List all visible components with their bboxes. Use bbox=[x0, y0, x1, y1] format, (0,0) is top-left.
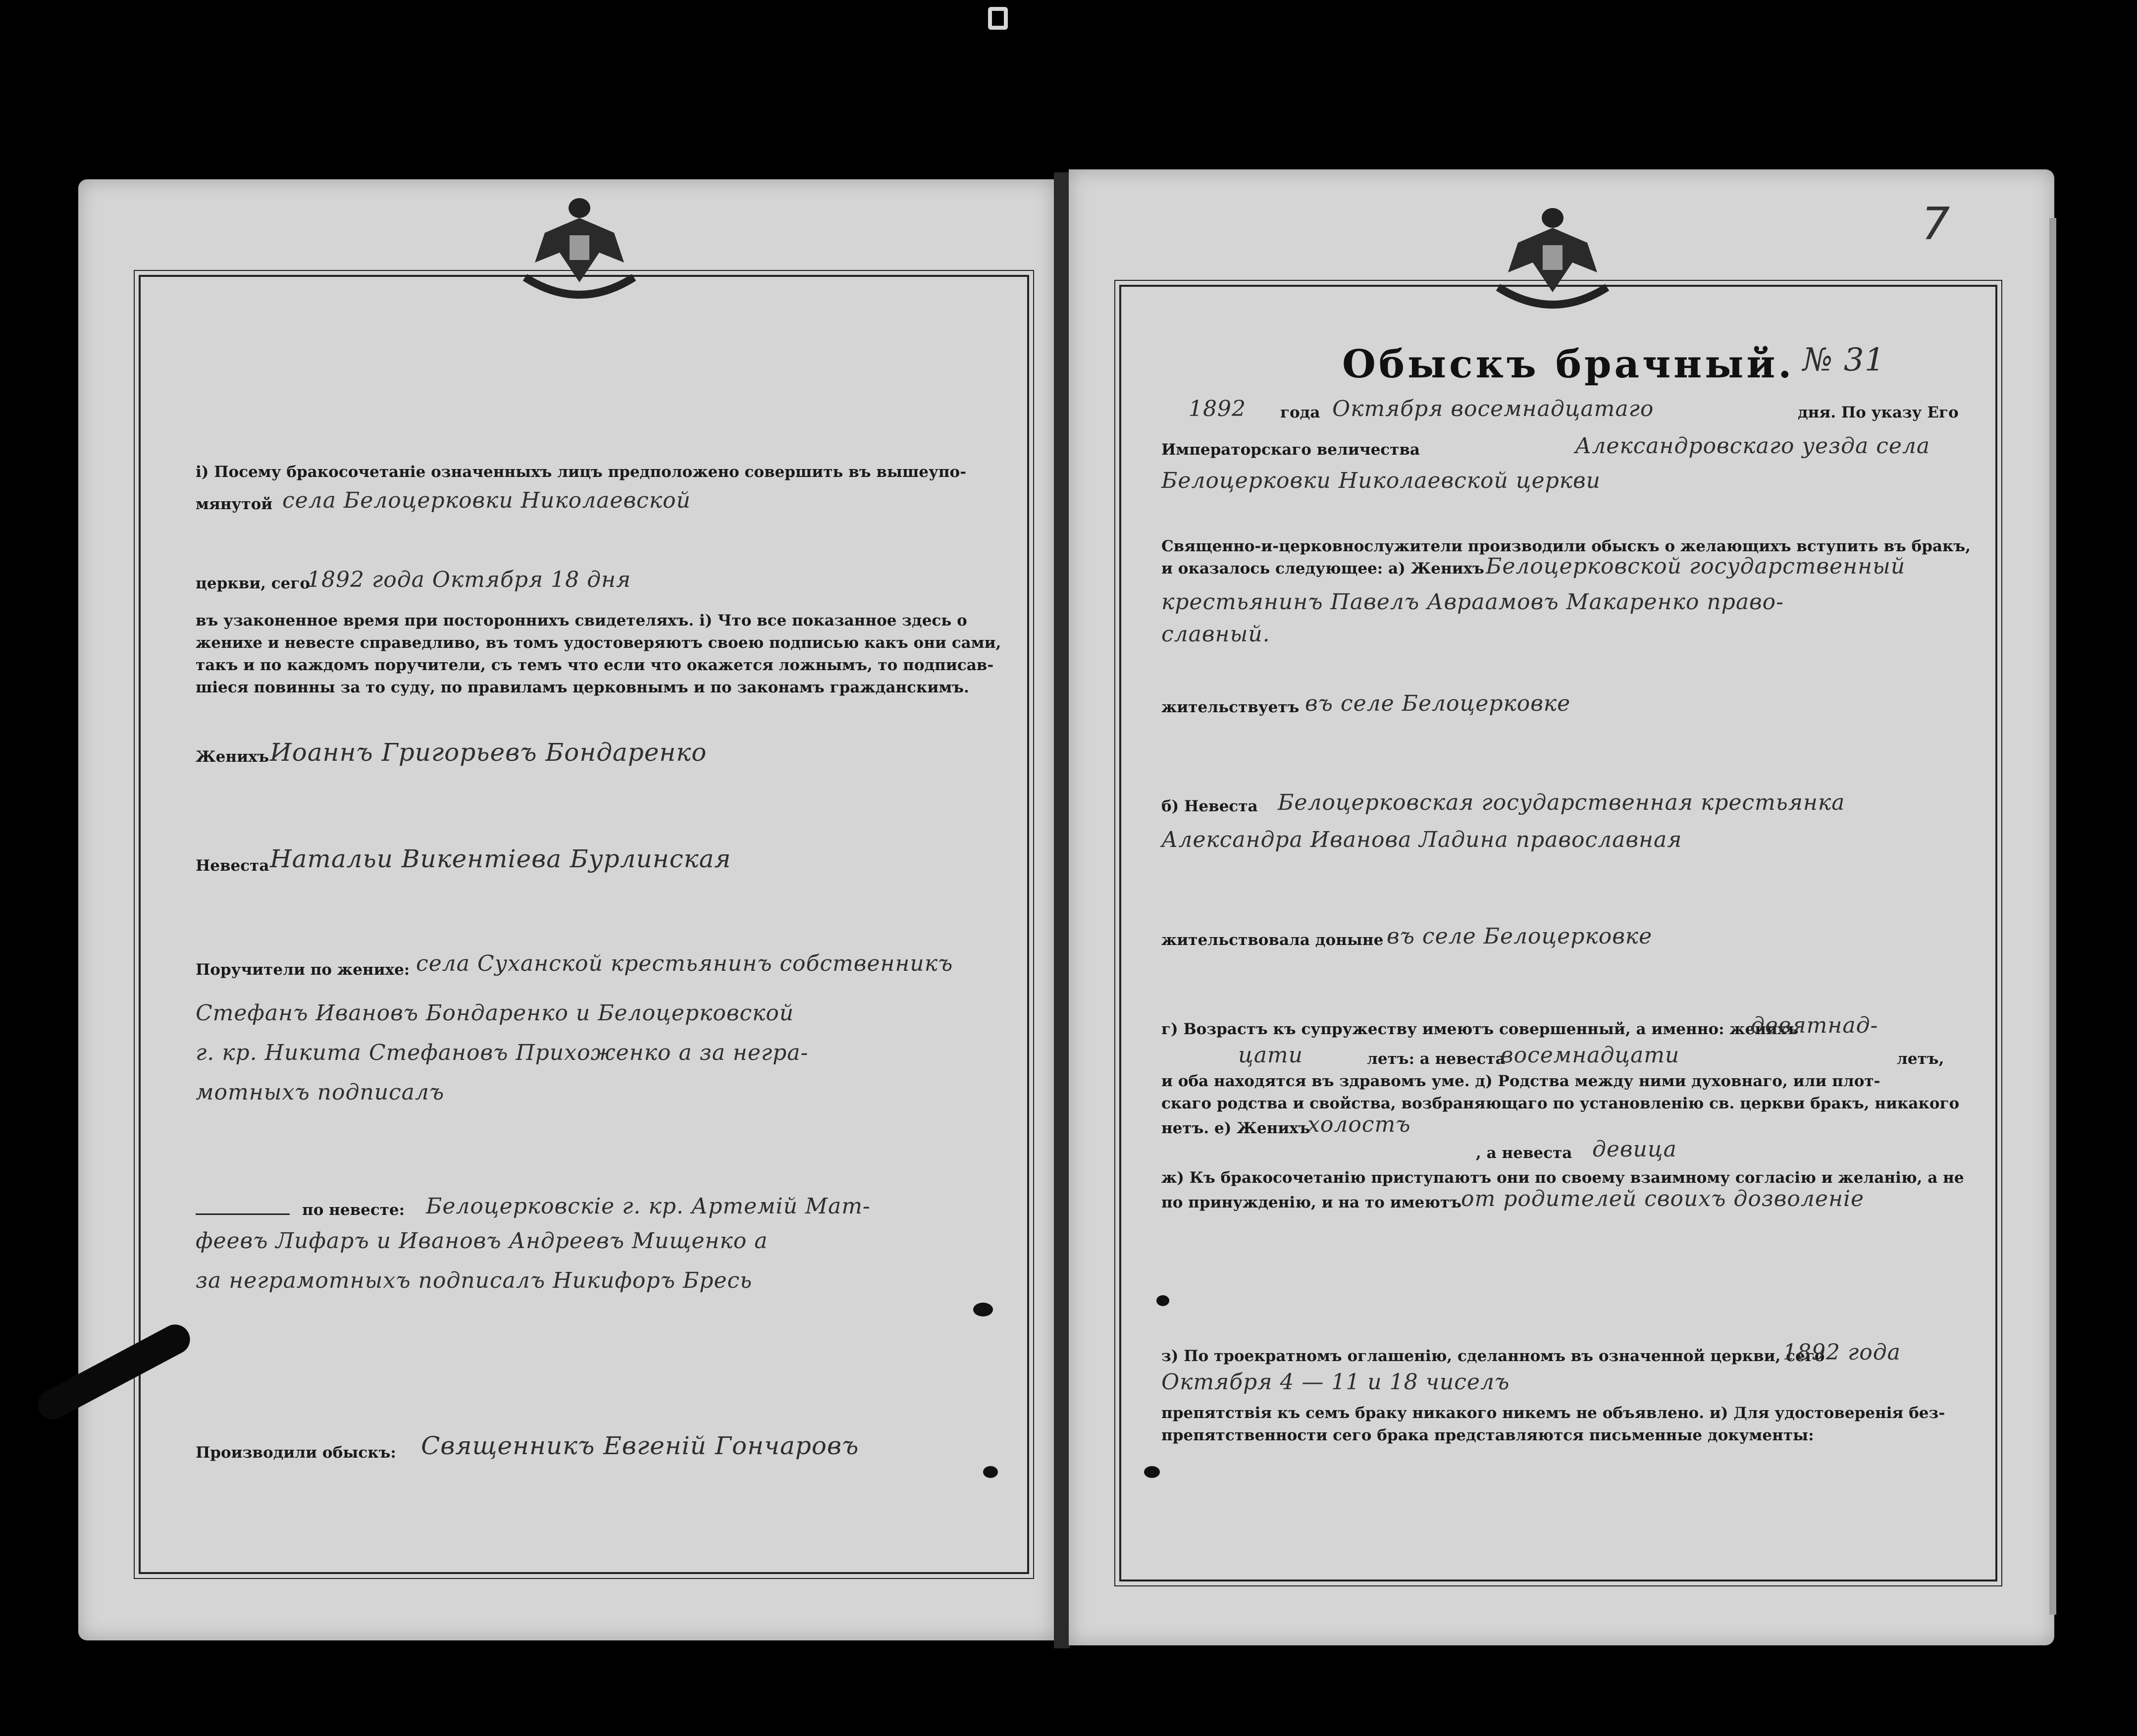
record-number: № 31 bbox=[1803, 342, 1885, 378]
print-text: шiеся повинны за то суду, по правиламъ церковнымъ и по законамъ гражданскимъ. bbox=[196, 679, 969, 696]
groom-guarantors: мотныхъ подписалъ bbox=[196, 1080, 445, 1105]
print-text: мянутой bbox=[196, 495, 273, 513]
groom-description: Белоцерковской государственный bbox=[1486, 554, 1906, 579]
priest-signature: Священникъ Евгенiй Гончаровъ bbox=[421, 1431, 859, 1460]
print-text: б) Невеста bbox=[1161, 797, 1258, 815]
bride-guarantors: за неграмотныхъ подписалъ Никифоръ Бресь bbox=[196, 1268, 752, 1293]
print-text: i) Посему бракосочетанiе означенныхъ лицъ предположено совершить въ вышеупо- bbox=[196, 463, 967, 481]
ink-blot bbox=[973, 1303, 993, 1316]
groom-age: девятнад- bbox=[1751, 1013, 1878, 1038]
groom-description: крестьянинъ Павелъ Авраамовъ Макаренко право- bbox=[1161, 589, 1784, 615]
record-place: Александровскаго уезда села bbox=[1575, 433, 1930, 459]
groom-guarantors: г. кр. Никита Стефановъ Прихоженко а за негра- bbox=[196, 1040, 809, 1065]
groom-guarantors: села Суханской крестьянинъ собственникъ bbox=[416, 951, 953, 976]
record-date: Октября восемнадцатаго bbox=[1332, 396, 1654, 421]
print-text: по невесте: bbox=[302, 1201, 405, 1219]
document-title: Обыскъ брачный. bbox=[1342, 342, 1795, 387]
bride-status: девица bbox=[1592, 1137, 1677, 1162]
print-text: препятственности сего брака представляются письменные документы: bbox=[1161, 1426, 1814, 1444]
marriage-date: 1892 года Октября 18 дня bbox=[307, 567, 631, 592]
groom-status: холостъ bbox=[1307, 1112, 1411, 1137]
bride-age: восемнадцати bbox=[1501, 1043, 1680, 1068]
print-text: летъ: а невеста bbox=[1367, 1050, 1506, 1068]
print-text: , а невеста bbox=[1476, 1144, 1572, 1162]
print-text: препятствiя къ семъ браку никакого никемъ не объявлено. и) Для удостоверенiя без- bbox=[1161, 1404, 1945, 1422]
print-text: и оба находятся въ здравомъ уме. д) Родства между ними духовнаго, или плот- bbox=[1161, 1072, 1880, 1090]
print-text: нетъ. е) Женихъ bbox=[1161, 1119, 1310, 1137]
bride-signature: Натальи Викентiева Бурлинская bbox=[270, 844, 731, 873]
groom-age: цати bbox=[1238, 1043, 1303, 1068]
print-text: по принужденiю, и на то имеютъ bbox=[1161, 1194, 1462, 1211]
record-church: Белоцерковки Николаевской церкви bbox=[1161, 468, 1601, 493]
print-text: въ узаконенное время при постороннихъ свидетеляхъ. i) Что все показанное здесь о bbox=[196, 612, 967, 630]
bride-description: Александра Иванова Ладина православная bbox=[1161, 827, 1682, 852]
print-text: ж) Къ бракосочетанiю приступаютъ они по своему взаимному согласiю и желанiю, а не bbox=[1161, 1169, 1964, 1187]
print-text: скаго родства и свойства, возбраняющаго по установленiю св. церкви бракъ, никакого bbox=[1161, 1095, 1960, 1112]
groom-guarantors: Стефанъ Ивановъ Бондаренко и Белоцерковской bbox=[196, 1000, 794, 1026]
consent: от родителей своихъ дозволенiе bbox=[1461, 1186, 1865, 1211]
bride-description: Белоцерковская государственная крестьянка bbox=[1278, 790, 1845, 815]
print-text: года bbox=[1280, 404, 1320, 421]
print-text: женихе и невесте справедливо, въ томъ удостоверяютъ своею подписью какъ они сами, bbox=[196, 634, 1001, 652]
right-page-edge bbox=[2049, 218, 2056, 1615]
record-year: 1892 bbox=[1189, 396, 1246, 421]
ink-blot bbox=[1144, 1466, 1160, 1478]
print-text: жительствовала донынe bbox=[1161, 931, 1384, 949]
film-frame-mark bbox=[988, 7, 1008, 30]
print-text: Невеста bbox=[196, 857, 269, 875]
page-number: 7 bbox=[1922, 198, 1950, 250]
banns-dates: Октября 4 — 11 и 18 чиселъ bbox=[1161, 1369, 1510, 1395]
print-text: г) Возрастъ къ супружеству имеютъ совершенный, а именно: женихъ bbox=[1161, 1020, 1799, 1038]
imperial-eagle-emblem-icon bbox=[515, 188, 644, 302]
print-text: церкви, сего bbox=[196, 575, 311, 592]
marriage-church: села Белоцерковки Николаевской bbox=[282, 488, 691, 513]
imperial-eagle-emblem-icon bbox=[1488, 198, 1617, 312]
book-spine bbox=[1054, 172, 1070, 1648]
print-text: з) По троекратномъ оглашенiю, сделанномъ въ означенной церкви, сего bbox=[1161, 1347, 1825, 1365]
bride-guarantors: феевъ Лифаръ и Ивановъ Андреевъ Мищенко а bbox=[196, 1228, 768, 1254]
groom-signature: Иоаннъ Григорьевъ Бондаренко bbox=[270, 738, 707, 767]
ink-blot bbox=[1156, 1295, 1169, 1306]
print-text: и оказалось следующее: а) Женихъ bbox=[1161, 560, 1484, 578]
print-text: Поручители по женихе: bbox=[196, 961, 410, 979]
print-text: летъ, bbox=[1897, 1050, 1944, 1068]
print-text: Производили обыскъ: bbox=[196, 1444, 396, 1462]
ink-blot bbox=[983, 1466, 998, 1478]
banns-year: 1892 года bbox=[1783, 1340, 1901, 1365]
print-text: дня. По указу Его bbox=[1798, 404, 1959, 421]
print-text: Женихъ bbox=[196, 748, 269, 766]
bride-guarantors: Белоцерковскiе г. кр. Артемiй Мат- bbox=[426, 1194, 871, 1219]
bride-residence: въ селе Белоцерковке bbox=[1387, 924, 1653, 949]
print-text: Священно-и-церковнослужители производили обыскъ о желающихъ вступить въ бракъ, bbox=[1161, 537, 1971, 555]
print-text: жительствуетъ bbox=[1161, 698, 1300, 716]
print-text: Императорскаго величества bbox=[1161, 441, 1420, 459]
groom-description: славный. bbox=[1161, 622, 1270, 647]
blank-rule bbox=[196, 1213, 290, 1215]
groom-residence: въ селе Белоцерковке bbox=[1305, 691, 1571, 716]
print-text: такъ и по каждомъ поручители, съ темъ что если что окажется ложнымъ, то подписав- bbox=[196, 656, 994, 674]
